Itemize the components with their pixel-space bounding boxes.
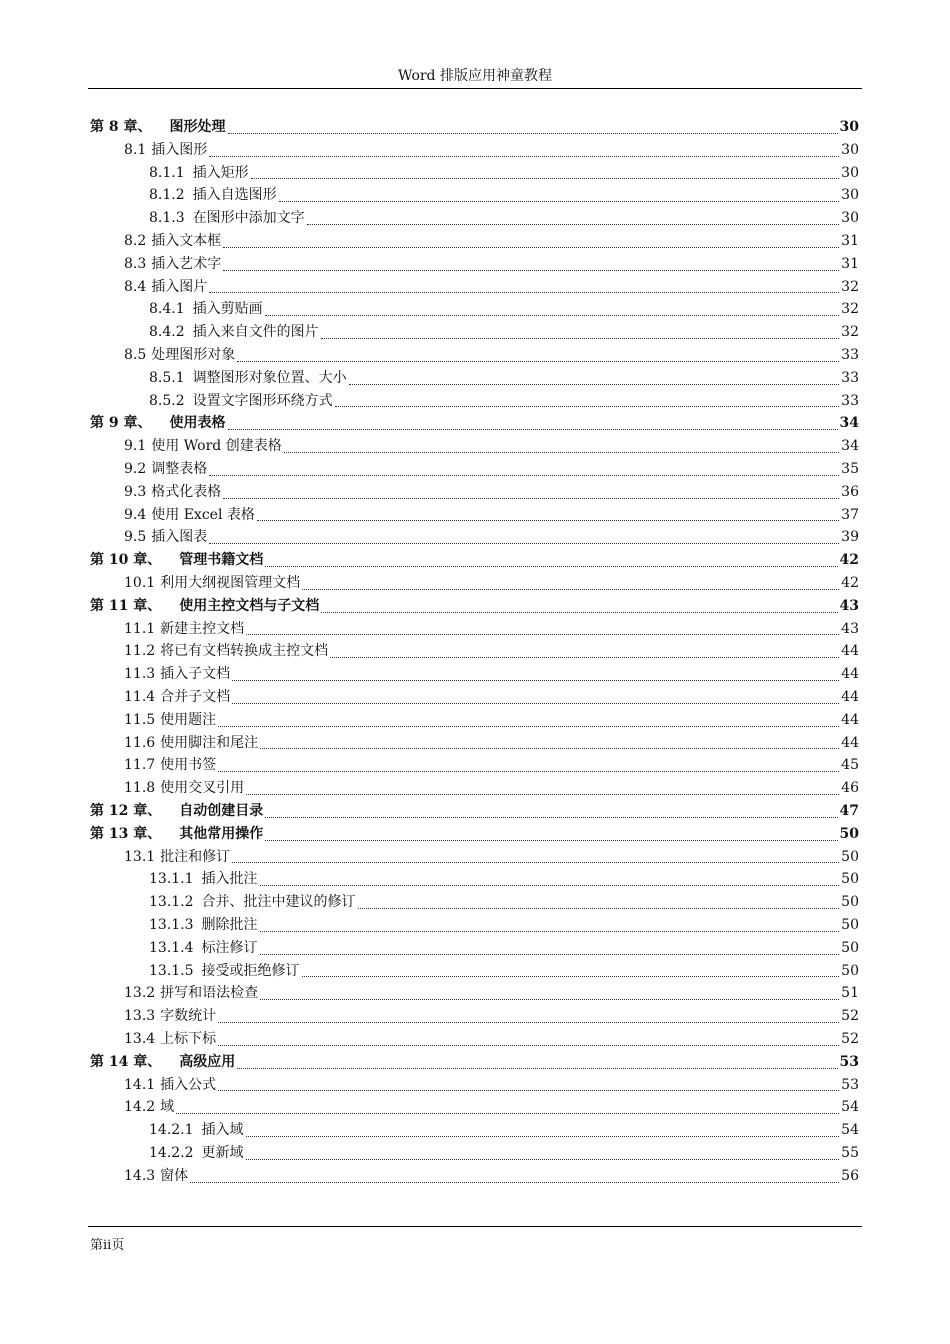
toc-entry-number: 第 12 章、 — [90, 803, 162, 819]
toc-entry-page-number: 44 — [841, 666, 859, 683]
toc-entry-number: 9.1 — [124, 438, 147, 455]
toc-entry[interactable] — [0, 207, 950, 230]
toc-entry-number: 13.2 — [124, 985, 156, 1002]
toc-entry-page-number: 44 — [841, 711, 859, 728]
toc-entry-page-number: 53 — [841, 1076, 859, 1093]
toc-entry-title: 使用主控文档与子文档 — [179, 597, 320, 614]
toc-dot-leader — [232, 703, 839, 704]
toc-dot-leader — [321, 612, 837, 613]
toc-entry-number: 11.6 — [124, 734, 156, 751]
toc-entry[interactable] — [0, 435, 950, 458]
toc-entry[interactable] — [0, 458, 950, 481]
toc-dot-leader — [218, 726, 839, 727]
toc-entry-title: 利用大纲视图管理文档 — [160, 575, 301, 591]
toc-dot-leader — [246, 1136, 840, 1137]
toc-dot-leader — [209, 292, 839, 293]
toc-entry[interactable] — [0, 982, 950, 1005]
toc-entry-title: 插入剪贴画 — [192, 301, 263, 318]
toc-entry-number: 第 13 章、 — [90, 825, 162, 842]
toc-entry-number: 9.4 — [124, 506, 147, 523]
toc-entry-title: 更新域 — [201, 1145, 244, 1161]
toc-entry-number: 13.1.1 — [149, 871, 194, 888]
toc-entry-number: 9.5 — [124, 529, 147, 546]
toc-entry[interactable] — [0, 1051, 950, 1074]
toc-entry-page-number: 30 — [841, 164, 859, 181]
toc-entry-title: 插入图形 — [151, 141, 208, 158]
toc-entry-page-number: 32 — [841, 324, 859, 341]
toc-entry-title: 标注修订 — [201, 939, 258, 956]
toc-dot-leader — [232, 680, 839, 681]
toc-dot-leader — [265, 566, 837, 567]
toc-dot-leader — [260, 931, 840, 932]
toc-entry-title: 使用脚注和尾注 — [160, 734, 259, 751]
toc-entry[interactable] — [0, 1119, 950, 1142]
toc-entry-page-number: 35 — [841, 461, 859, 477]
toc-dot-leader — [223, 247, 839, 248]
toc-dot-leader — [223, 270, 839, 271]
toc-entry-title: 合并、批注中建议的修订 — [201, 894, 356, 911]
toc-entry-title: 使用交叉引用 — [160, 780, 245, 797]
toc-dot-leader — [218, 1045, 839, 1046]
toc-entry-number: 13.1.4 — [149, 939, 194, 956]
toc-entry[interactable] — [0, 1142, 950, 1165]
toc-entry-number: 13.1.2 — [149, 894, 194, 911]
toc-dot-leader — [302, 976, 840, 977]
toc-entry-page-number: 34 — [841, 438, 859, 455]
toc-dot-leader — [251, 178, 840, 179]
toc-entry-title: 将已有文档转换成主控文档 — [160, 643, 329, 660]
toc-entry[interactable] — [0, 800, 950, 823]
toc-entry[interactable] — [0, 1028, 950, 1051]
toc-entry-page-number: 30 — [839, 119, 859, 135]
toc-entry-page-number: 37 — [841, 506, 859, 523]
toc-entry-title: 插入域 — [201, 1122, 244, 1139]
toc-entry-title: 其他常用操作 — [179, 825, 264, 842]
toc-entry-title: 域 — [160, 1099, 175, 1116]
toc-dot-leader — [209, 475, 839, 476]
toc-dot-leader — [257, 520, 839, 521]
toc-entry-page-number: 43 — [839, 597, 859, 614]
toc-entry-number: 14.1 — [124, 1076, 156, 1093]
toc-dot-leader — [260, 748, 839, 749]
toc-entry[interactable] — [0, 891, 950, 914]
toc-entry[interactable] — [0, 412, 950, 435]
toc-entry-number: 8.5.1 — [149, 369, 185, 386]
toc-dot-leader — [223, 498, 839, 499]
toc-entry-page-number: 30 — [841, 187, 859, 204]
toc-entry[interactable] — [0, 321, 950, 344]
toc-entry-number: 14.2.1 — [149, 1122, 194, 1139]
toc-entry-number: 8.2 — [124, 233, 147, 249]
toc-dot-leader — [209, 156, 839, 157]
toc-dot-leader — [218, 771, 839, 772]
toc-entry-page-number: 39 — [841, 529, 859, 546]
toc-dot-leader — [260, 999, 839, 1000]
toc-entry-number: 11.8 — [124, 780, 156, 797]
toc-entry-page-number: 32 — [841, 278, 859, 295]
toc-entry[interactable] — [0, 1165, 950, 1188]
toc-entry[interactable] — [0, 481, 950, 504]
toc-entry-number: 9.3 — [124, 483, 147, 500]
toc-entry-page-number: 53 — [839, 1053, 859, 1070]
toc-entry-title: 使用书签 — [160, 757, 217, 774]
toc-entry-number: 11.4 — [124, 689, 156, 705]
toc-entry[interactable] — [0, 344, 950, 367]
toc-entry[interactable] — [0, 572, 950, 595]
toc-dot-leader — [246, 794, 839, 795]
toc-entry-title: 插入来自文件的图片 — [192, 324, 319, 341]
toc-entry[interactable] — [0, 230, 950, 253]
toc-entry-title: 在图形中添加文字 — [192, 210, 305, 227]
toc-entry-number: 8.1.1 — [149, 164, 185, 181]
toc-entry-page-number: 50 — [841, 871, 859, 888]
toc-entry-number: 8.1.3 — [149, 210, 185, 227]
toc-entry-number: 13.3 — [124, 1008, 156, 1025]
toc-entry-title: 插入公式 — [160, 1076, 217, 1093]
toc-dot-leader — [265, 315, 840, 316]
toc-entry-page-number: 44 — [841, 643, 859, 660]
toc-entry-page-number: 34 — [839, 415, 859, 432]
toc-entry[interactable] — [0, 868, 950, 891]
toc-entry-page-number: 33 — [841, 347, 859, 363]
toc-entry[interactable] — [0, 663, 950, 686]
toc-entry-title: 合并子文档 — [160, 689, 231, 705]
toc-dot-leader — [190, 1182, 839, 1183]
toc-entry-page-number: 52 — [841, 1031, 859, 1047]
header-divider — [88, 88, 862, 89]
toc-entry-page-number: 54 — [841, 1099, 859, 1116]
toc-entry-title: 窗体 — [160, 1167, 189, 1184]
toc-entry[interactable] — [0, 914, 950, 937]
toc-entry-title: 插入子文档 — [160, 666, 231, 683]
toc-entry-number: 9.2 — [124, 461, 147, 477]
toc-entry-page-number: 43 — [841, 620, 859, 637]
toc-entry-page-number: 44 — [841, 734, 859, 751]
toc-entry-title: 接受或拒绝修订 — [201, 962, 300, 979]
toc-entry-title: 使用表格 — [169, 415, 226, 432]
toc-entry[interactable] — [0, 526, 950, 549]
toc-entry-title: 插入自选图形 — [192, 187, 277, 204]
toc-dot-leader — [358, 908, 840, 909]
toc-dot-leader — [237, 1068, 837, 1069]
toc-entry-title: 插入图片 — [151, 278, 208, 295]
toc-entry-page-number: 30 — [841, 141, 859, 158]
toc-entry-title: 格式化表格 — [151, 483, 222, 500]
toc-entry-page-number: 50 — [841, 848, 859, 865]
toc-entry-title: 插入艺术字 — [151, 255, 222, 272]
toc-entry-number: 8.4.2 — [149, 324, 185, 341]
toc-entry-number: 第 11 章、 — [90, 597, 162, 614]
toc-entry-page-number: 31 — [841, 233, 859, 249]
toc-entry[interactable] — [0, 549, 950, 572]
toc-dot-leader — [228, 429, 838, 430]
toc-entry[interactable] — [0, 390, 950, 413]
toc-entry-page-number: 36 — [841, 483, 859, 500]
toc-entry[interactable] — [0, 139, 950, 162]
toc-entry-title: 插入矩形 — [192, 164, 249, 181]
toc-entry[interactable] — [0, 823, 950, 846]
toc-entry-page-number: 45 — [841, 757, 859, 774]
toc-entry-page-number: 31 — [841, 255, 859, 272]
toc-entry[interactable] — [0, 686, 950, 709]
toc-entry[interactable] — [0, 276, 950, 299]
toc-entry-number: 11.7 — [124, 757, 156, 774]
toc-entry-title: 使用 Excel 表格 — [151, 506, 255, 523]
toc-entry-title: 高级应用 — [179, 1053, 236, 1070]
toc-entry-page-number: 32 — [841, 301, 859, 318]
toc-entry-title: 设置文字图形环绕方式 — [192, 392, 333, 409]
toc-entry[interactable] — [0, 116, 950, 139]
toc-dot-leader — [218, 1090, 839, 1091]
toc-entry-title: 删除批注 — [201, 917, 258, 933]
toc-entry[interactable] — [0, 846, 950, 869]
toc-entry-number: 8.3 — [124, 255, 147, 272]
toc-entry-title: 插入图表 — [151, 529, 208, 546]
toc-entry-number: 11.3 — [124, 666, 156, 683]
toc-entry-number: 第 9 章、 — [90, 415, 152, 432]
toc-dot-leader — [284, 452, 839, 453]
toc-entry[interactable] — [0, 618, 950, 641]
toc-entry-number: 8.1 — [124, 141, 147, 158]
toc-dot-leader — [237, 361, 839, 362]
toc-entry[interactable] — [0, 732, 950, 755]
toc-entry-title: 使用 Word 创建表格 — [151, 438, 282, 455]
toc-entry-page-number: 50 — [841, 939, 859, 956]
toc-entry-page-number: 42 — [841, 575, 859, 591]
toc-dot-leader — [176, 1113, 839, 1114]
toc-dot-leader — [260, 954, 840, 955]
toc-entry[interactable] — [0, 1074, 950, 1097]
page-number-label: 第ii页 — [90, 1238, 125, 1253]
toc-entry-title: 插入文本框 — [151, 233, 222, 249]
toc-dot-leader — [246, 634, 839, 635]
toc-entry[interactable] — [0, 367, 950, 390]
toc-dot-leader — [302, 589, 839, 590]
toc-entry-number: 14.3 — [124, 1167, 156, 1184]
toc-entry-page-number: 46 — [841, 780, 859, 797]
toc-entry-page-number: 50 — [841, 894, 859, 911]
toc-entry-page-number: 50 — [839, 825, 859, 842]
toc-entry[interactable] — [0, 960, 950, 983]
toc-entry-page-number: 42 — [839, 552, 859, 569]
toc-entry-title: 插入批注 — [201, 871, 258, 888]
toc-entry-title: 调整图形对象位置、大小 — [192, 369, 347, 386]
toc-entry[interactable] — [0, 709, 950, 732]
toc-dot-leader — [349, 384, 840, 385]
toc-dot-leader — [265, 840, 837, 841]
toc-dot-leader — [218, 1022, 839, 1023]
toc-entry[interactable] — [0, 777, 950, 800]
toc-entry-title: 新建主控文档 — [160, 620, 245, 637]
toc-dot-leader — [279, 201, 840, 202]
toc-entry-number: 11.5 — [124, 711, 156, 728]
toc-entry-number: 8.1.2 — [149, 187, 185, 204]
toc-entry-page-number: 33 — [841, 392, 859, 409]
toc-entry-number: 14.2 — [124, 1099, 156, 1116]
toc-entry-page-number: 56 — [841, 1167, 859, 1184]
toc-dot-leader — [321, 338, 840, 339]
toc-entry-title: 调整表格 — [151, 461, 208, 477]
toc-entry-number: 13.4 — [124, 1031, 156, 1047]
toc-entry[interactable] — [0, 1005, 950, 1028]
toc-entry-number: 8.4.1 — [149, 301, 185, 318]
page-header-title: Word 排版应用神童教程 — [398, 68, 552, 84]
toc-entry-number: 第 10 章、 — [90, 552, 162, 569]
toc-entry-title: 字数统计 — [160, 1008, 217, 1025]
toc-entry-number: 13.1.5 — [149, 962, 194, 979]
toc-dot-leader — [246, 1159, 840, 1160]
toc-entry-page-number: 55 — [841, 1145, 859, 1161]
toc-entry-number: 13.1.3 — [149, 917, 194, 933]
toc-entry-page-number: 50 — [841, 962, 859, 979]
toc-entry-page-number: 51 — [841, 985, 859, 1002]
toc-entry[interactable] — [0, 1096, 950, 1119]
toc-dot-leader — [232, 862, 839, 863]
toc-entry-number: 14.2.2 — [149, 1145, 194, 1161]
footer-divider — [88, 1226, 862, 1227]
toc-entry-number: 第 8 章、 — [90, 119, 152, 135]
toc-entry-title: 管理书籍文档 — [179, 552, 264, 569]
toc-dot-leader — [265, 817, 837, 818]
toc-entry[interactable] — [0, 162, 950, 185]
toc-entry-page-number: 52 — [841, 1008, 859, 1025]
toc-entry-title: 处理图形对象 — [151, 347, 236, 363]
toc-dot-leader — [307, 224, 840, 225]
toc-entry[interactable] — [0, 754, 950, 777]
toc-entry-title: 使用题注 — [160, 711, 217, 728]
toc-dot-leader — [209, 543, 839, 544]
toc-entry-number: 8.5.2 — [149, 392, 185, 409]
toc-entry-title: 图形处理 — [169, 119, 226, 135]
toc-entry-page-number: 33 — [841, 369, 859, 386]
toc-entry-title: 自动创建目录 — [179, 803, 264, 819]
toc-entry-number: 8.4 — [124, 278, 147, 295]
toc-dot-leader — [330, 657, 839, 658]
toc-entry[interactable] — [0, 184, 950, 207]
toc-entry-title: 批注和修订 — [160, 848, 231, 865]
toc-entry[interactable] — [0, 640, 950, 663]
toc-entry-title: 拼写和语法检查 — [160, 985, 259, 1002]
toc-entry[interactable] — [0, 937, 950, 960]
toc-entry-number: 第 14 章、 — [90, 1053, 162, 1070]
toc-dot-leader — [260, 885, 840, 886]
toc-entry-number: 13.1 — [124, 848, 156, 865]
toc-dot-leader — [335, 406, 840, 407]
toc-entry[interactable] — [0, 504, 950, 527]
toc-entry[interactable] — [0, 253, 950, 276]
toc-entry-page-number: 54 — [841, 1122, 859, 1139]
toc-entry-title: 上标下标 — [160, 1031, 217, 1047]
toc-entry-page-number: 50 — [841, 917, 859, 933]
toc-entry[interactable] — [0, 595, 950, 618]
toc-dot-leader — [228, 133, 838, 134]
toc-entry-number: 10.1 — [124, 575, 156, 591]
toc-entry-page-number: 47 — [839, 803, 859, 819]
toc-entry[interactable] — [0, 298, 950, 321]
toc-entry-page-number: 44 — [841, 689, 859, 705]
toc-entry-page-number: 30 — [841, 210, 859, 227]
toc-entry-number: 11.2 — [124, 643, 156, 660]
toc-entry-number: 8.5 — [124, 347, 147, 363]
toc-entry-number: 11.1 — [124, 620, 156, 637]
